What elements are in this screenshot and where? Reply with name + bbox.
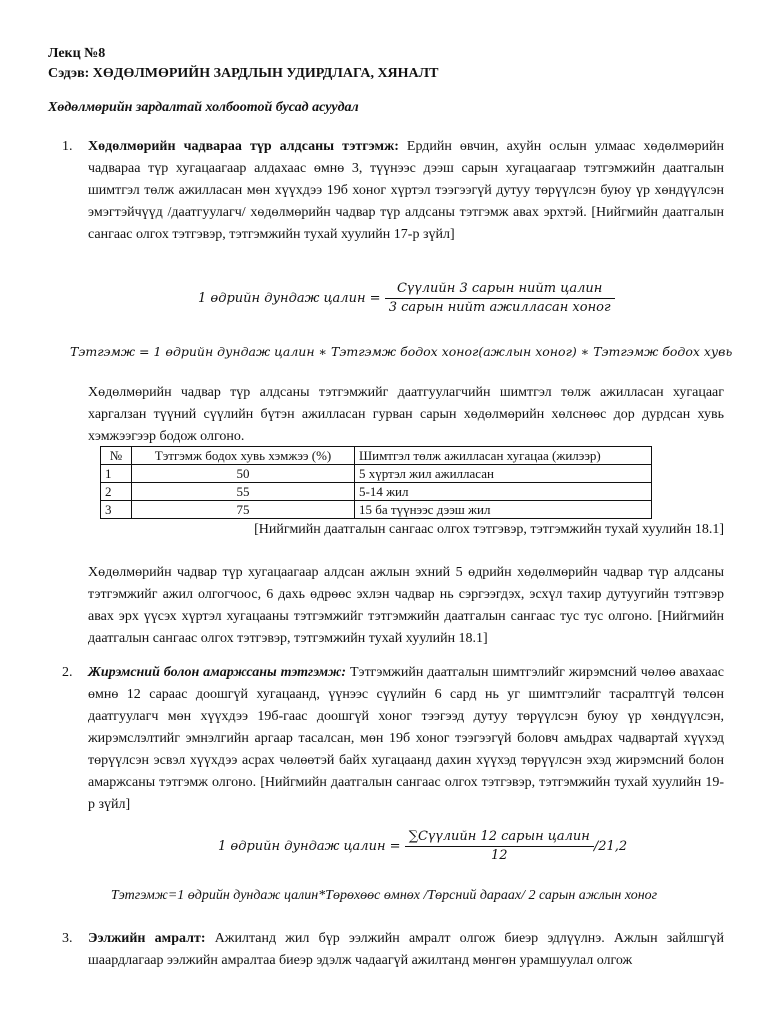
item-text: Ердийн өвчин, ахуйн ослын улмаас хөдөлмөрийн чадвараа түр хугацаагаар алдахаас өмнө 3, түүнээс дээш сарын хугацаагаар тэтгэмжийн даатгалын шимтгэл төлж ажилласан мөн хүүхдээ 19б хоног хүртэл тээгээгүй дутуу төрүүлсэн буюу үр хөндүүлсэн эмэгтэйчүүд /даатгуулагч/ хөдөлмөрийн чадвар түр алдсаны тэтгэмж авах эрхтэй. [Нийгмийн даатгалын сангаас олгох тэтгэвэр, тэтгэмжийн тухай хуулийн 17-р зүйл] [88,139,724,242]
lecture-number: Лекц №8 [48,46,106,61]
list-item-3 [62,928,724,972]
table-row [101,465,652,483]
table-header-cell: Тэтгэмж бодох хувь хэмжээ (%) [132,447,355,465]
formula-fraction [405,828,594,865]
table-cell: 50 [132,465,355,483]
table-cell: 5-14 жил [355,483,652,501]
item-body [88,136,724,246]
item-title: Ээлжийн амралт: [88,931,206,946]
table-cell: 2 [101,483,132,501]
table-row [101,483,652,501]
item-number: 1. [62,139,73,154]
formula-denominator: 12 [490,848,508,863]
table-source: [Нийгмийн даатгалын сангаас олгох тэтгэвэр, тэтгэмжийн тухай хуулийн 18.1] [254,522,724,537]
item-title: Хөдөлмөрийн чадвараа түр алдсаны тэтгэмж: [88,139,399,154]
table-cell: 75 [132,501,355,519]
formula-tail: /21,2 [593,839,628,854]
item-number: 2. [62,665,73,680]
section-title: Хөдөлмөрийн зардалтай холбоотой бусад асуудал [48,100,359,115]
formula-lhs: 1 өдрийн дундаж цалин = [198,291,381,306]
formula-average-wage-2 [218,828,627,865]
table-header-row [101,447,652,465]
formula-lhs: 1 өдрийн дундаж цалин = [218,839,401,854]
formula-average-wage-1 [198,280,615,317]
table-cell: 15 ба түүнээс дээш жил [355,501,652,519]
item-text: Тэтгэмжийн даатгалын шимтгэлийг жирэмсний чөлөө авахаас өмнө 12 сараас доошгүй хугацаанд, үүнээс сүүлийн 6 сард нь уг шимтгэлийг тасралтгүй төлсөн даатгуулагч мөн хүүхдээ 19б-гаас доошгүй хоног тээгээд дутуу төрүүлсэн буюу үр хөндүүлсэн, жирэмслэлтийг эмнэлгийн аргаар тасалсан, мөн 19б хоног тээгээгүй боловч амьдрах чадвартай хүүхэд төрүүлсэн эсвэл хүүхдээ асрах чөлөөтэй байх хугацаанд дахин хүүхэд төрүүлсэн эхэд жирэмсний болон амаржсаны тэтгэмж олгоно. [Нийгмийн даатгалын сангаас олгох тэтгэвэр, тэтгэмжийн тухай хуулийн 19-р зүйл] [88,665,724,812]
item-body [88,928,724,972]
item-title: Жирэмсний болон амаржсаны тэтгэмж: [88,665,347,680]
table-cell: 5 хүртэл жил ажилласан [355,465,652,483]
table-header-cell: Шимтгэл төлж ажилласан хугацаа (жилээр) [355,447,652,465]
table-header-cell: № [101,447,132,465]
paragraph-payment-source: Хөдөлмөрийн чадвар түр хугацаагаар алдсан ажлын эхний 5 өдрийн хөдөлмөрийн чадвар түр алдсаны тэтгэмжийг ажил олгогчоос, 6 дахь өдрөөс эхлэн чадвар нь сэргээгдэх, эсхүл тахир дутуугийн тэтгэвэр авах эрх үүсэх хүртэл хугацааны тэтгэмжийг тэтгэмжийн даатгалын сангаас тус тус олгоно. [Нийгмийн даатгалын сангаас олгох тэтгэвэр, тэтгэмжийн тухай хуулийн 18.1] [88,565,724,646]
table-cell: 3 [101,501,132,519]
formula-benefit-2: Тэтгэмж=1 өдрийн дундаж цалин*Төрөхөөс өмнөх /Төрсний дараах/ 2 сарын ажлын хоног [110,888,658,903]
formula-benefit-1: Тэтгэмж = 1 өдрийн дундаж цалин ∗ Тэтгэмж бодох хоног(ажлын хоног) ∗ Тэтгэмж бодох хувь [70,344,733,359]
lecture-topic: Сэдэв: ХӨДӨЛМӨРИЙН ЗАРДЛЫН УДИРДЛАГА, ХЯНАЛТ [48,66,439,81]
item-text: Ажилтанд жил бүр ээлжийн амралт олгож биеэр эдлүүлнэ. Ажлын зайлшгүй шаардлагаар ээлжийн амралтаа биеэр эдэлж чадаагүй ажилтанд мөнгөн урамшуулал олгож [88,931,724,968]
table-cell: 1 [101,465,132,483]
formula-fraction [385,280,615,317]
table-row [101,501,652,519]
list-item-1 [62,136,724,246]
paragraph-benefit-rate: Хөдөлмөрийн чадвар түр алдсаны тэтгэмжийг даатгуулагчийн шимтгэл төлж ажилласан хугацааг харгалзан түүний сүүлийн бүтэн ажилласан гурван сарын хөдөлмөрийн хөлснөөс дор дурдсан хувь хэмжээгээр бодож олгоно. [88,385,724,444]
formula-denominator: 3 сарын нийт ажилласан хоног [388,300,611,315]
benefit-rate-table-wrap [100,446,652,519]
formula-numerator: ∑Сүүлийн 12 сарын цалин [405,828,594,847]
item-number: 3. [62,931,73,946]
table-cell: 55 [132,483,355,501]
benefit-rate-table [100,446,652,519]
formula-numerator: Сүүлийн 3 сарын нийт цалин [385,280,615,299]
list-item-2 [62,662,724,816]
item-body [88,662,724,816]
